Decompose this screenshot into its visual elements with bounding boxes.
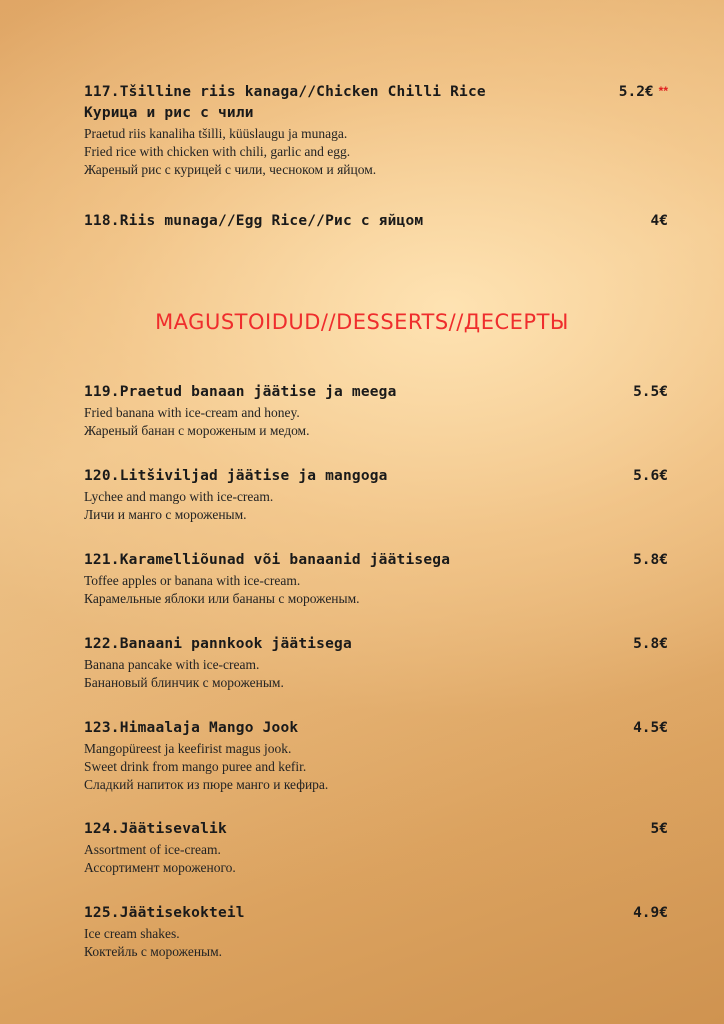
- menu-item-title: 121.Karamelliõunad või banaanid jäätisega: [84, 551, 451, 568]
- menu-item-header: [84, 634, 668, 655]
- description-line-en: Fried banana with ice-cream and honey.: [84, 404, 300, 420]
- menu-item-price-wrap: [633, 719, 668, 736]
- description-line-en: Toffee apples or banana with ice-cream.: [84, 572, 301, 588]
- description-line-en: Ice cream shakes.: [84, 926, 180, 942]
- menu-item-title: 119.Praetud banaan jäätise ja meega: [84, 383, 397, 400]
- section-heading-desserts: MAGUSTOIDUD//DESSERTS//ДЕСЕРТЫ: [155, 309, 569, 334]
- menu-item-header: [84, 466, 668, 487]
- menu-item-description: [84, 404, 668, 440]
- menu-item-price: 5.6€: [633, 467, 668, 484]
- menu-item-title: 122.Banaani pannkook jäätisega: [84, 635, 352, 652]
- menu-item-price-wrap: [651, 212, 668, 229]
- menu-item-price: 5.5€: [633, 383, 668, 400]
- menu-item-price: 4.9€: [633, 905, 668, 922]
- menu-item-header: [84, 211, 668, 232]
- description-line-ru: Жареный банан с мороженым и медом.: [84, 422, 310, 438]
- description-line-ru: Коктейль с мороженым.: [84, 944, 223, 960]
- menu-item-header: [84, 819, 668, 840]
- menu-item-118: [0, 211, 724, 232]
- menu-item-120: [0, 466, 724, 524]
- menu-item-title-line2: Курица и рис с чили: [84, 105, 254, 122]
- description-line-en: Assortment of ice-cream.: [84, 842, 221, 858]
- menu-item-price-wrap: [633, 383, 668, 400]
- menu-item-124: [0, 819, 724, 877]
- menu-item-125: [0, 903, 724, 961]
- menu-item-price: 5.8€: [633, 551, 668, 568]
- menu-item-title-line1: 117.Tšilline riis kanaga//Chicken Chilli Rice: [84, 84, 486, 100]
- description-line-ru: Жареный рис с курицей с чили, чесноком и яйцом.: [84, 161, 377, 177]
- menu-item-price: 4€: [650, 212, 668, 229]
- spicy-stars-icon: **: [658, 84, 668, 98]
- menu-item-description: [84, 572, 668, 608]
- menu-item-header: [84, 550, 668, 571]
- menu-item-price-wrap: [619, 83, 668, 100]
- menu-item-price-wrap: [633, 635, 668, 652]
- menu-item-title: [84, 82, 486, 124]
- menu-item-119: [0, 382, 724, 440]
- menu-item-price-wrap: [633, 551, 668, 568]
- menu-item-description: [84, 740, 668, 794]
- menu-item-header: [84, 382, 668, 403]
- description-line-ru: Карамельные яблоки или бананы с мороженым.: [84, 590, 360, 606]
- description-line-en: Fried rice with chicken with chili, garlic and egg.: [84, 143, 351, 159]
- menu-item-price-wrap: [651, 820, 668, 837]
- menu-item-description: [84, 841, 668, 877]
- description-line-ru: Сладкий напиток из пюре манго и кефира.: [84, 776, 329, 792]
- menu-item-title: 120.Litšiviljad jäätise ja mangoga: [84, 467, 388, 484]
- menu-item-description: [84, 125, 668, 179]
- description-line-en: Banana pancake with ice-cream.: [84, 656, 260, 672]
- menu-item-price: 5€: [650, 821, 668, 838]
- description-line-ru: Личи и манго с мороженым.: [84, 506, 247, 522]
- menu-item-title: 125.Jäätisekokteil: [84, 905, 245, 922]
- menu-item-price: 5.2€: [618, 84, 654, 100]
- menu-item-header: [84, 82, 668, 124]
- menu-item-description: [84, 488, 668, 524]
- menu-item-price-wrap: [633, 467, 668, 484]
- spacer: [0, 254, 724, 310]
- description-line-ru: Банановый блинчик с мороженым.: [84, 674, 284, 690]
- menu-item-title: 118.Riis munaga//Egg Rice//Рис с яйцом: [84, 212, 424, 229]
- menu-item-price: 5.8€: [633, 635, 668, 652]
- menu-item-title: 124.Jäätisevalik: [84, 821, 227, 838]
- description-line-et: Praetud riis kanaliha tšilli, küüslaugu ja munaga.: [84, 126, 348, 142]
- menu-item-price-wrap: [633, 904, 668, 921]
- menu-item-123: [0, 718, 724, 794]
- menu-item-122: [0, 634, 724, 692]
- menu-item-price: 4.5€: [633, 719, 668, 736]
- menu-item-title: 123.Himaalaja Mango Jook: [84, 719, 299, 736]
- description-line-en: Sweet drink from mango puree and kefir.: [84, 758, 307, 774]
- description-line-en: Lychee and mango with ice-cream.: [84, 488, 274, 504]
- menu-item-header: [84, 903, 668, 924]
- menu-item-117: [0, 82, 724, 179]
- description-line-ru: Ассортимент мороженого.: [84, 860, 236, 876]
- description-line-et: Mangopüreest ja keefirist magus jook.: [84, 740, 292, 756]
- menu-item-header: [84, 718, 668, 739]
- menu-item-121: [0, 550, 724, 608]
- menu-item-description: [84, 925, 668, 961]
- menu-item-description: [84, 656, 668, 692]
- spacer: [0, 334, 724, 382]
